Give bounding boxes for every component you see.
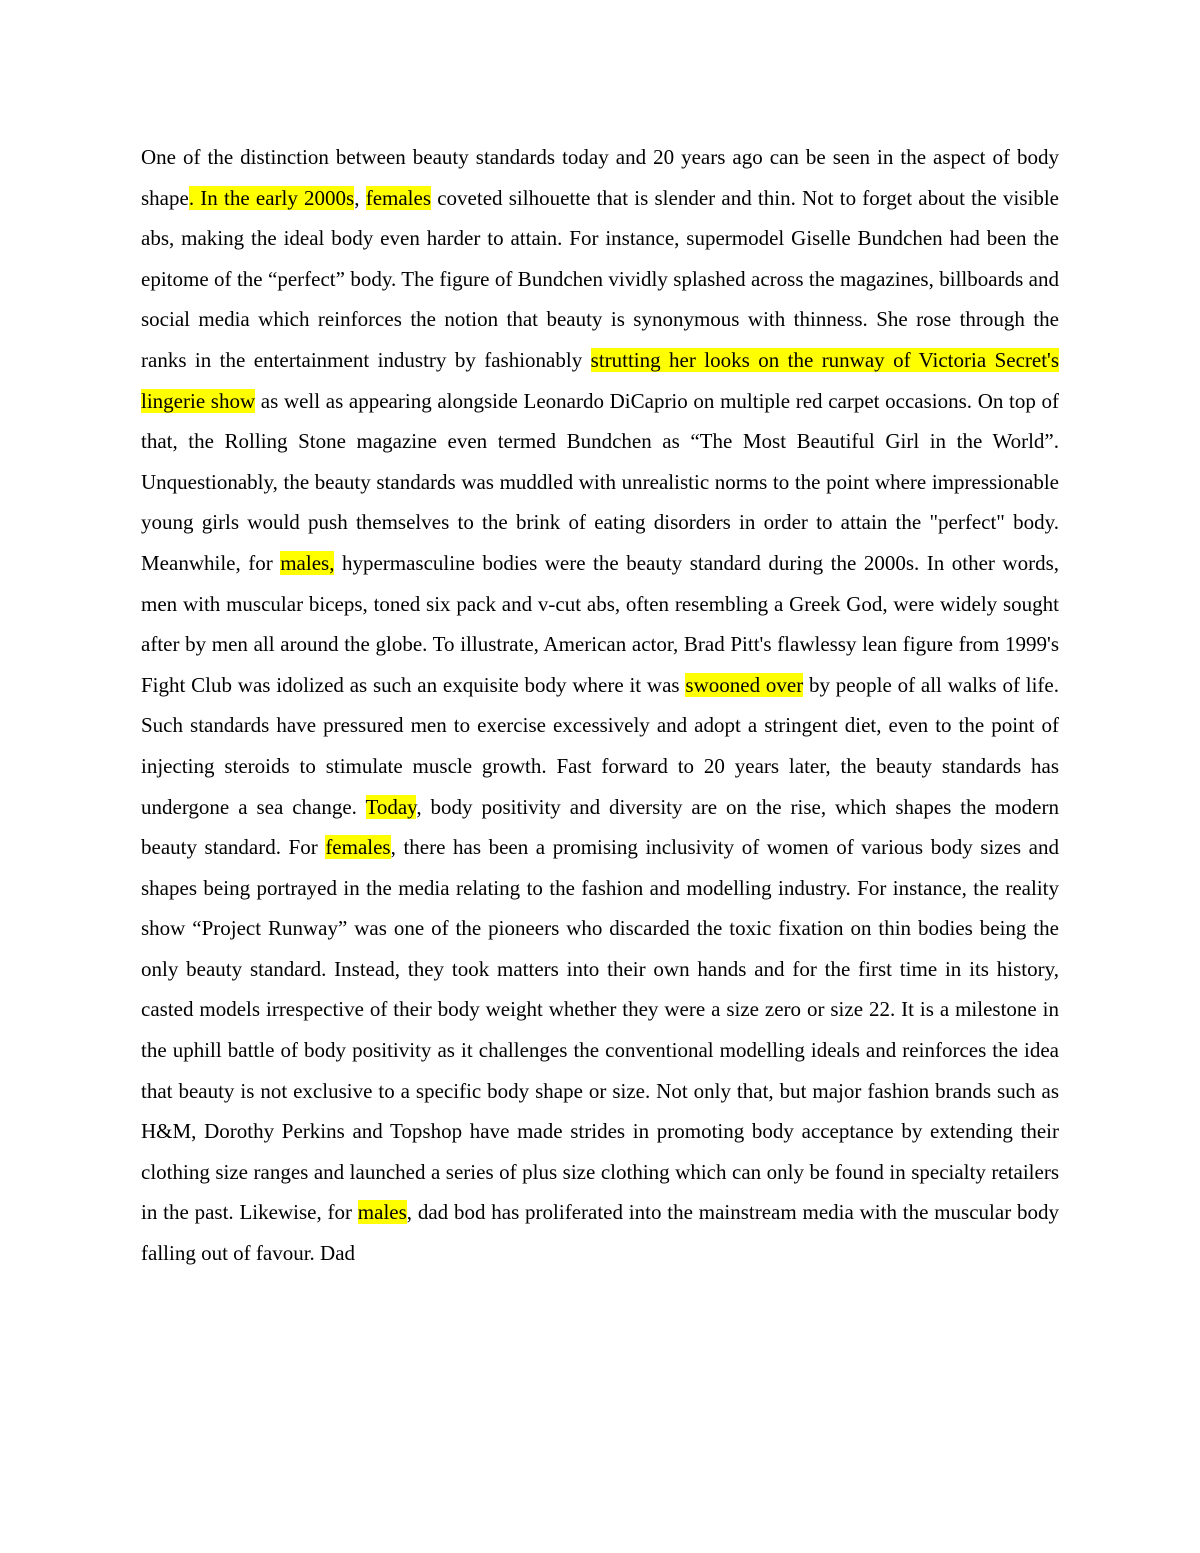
paragraph-text: , there has been a promising inclusivity of women of various body sizes and shapes being portrayed in the media relating to the fashion and modelling industry. For instance, the reality show “Project Runway” was one of the pioneers who discarded the toxic fixation on thin bodies being the only beauty standard. Instead, they took matters into their own hands and for the first time in its history, casted models irrespective of their body weight whether they were a size zero or size 22. It is a milestone in the uphill battle of body positivity as it challenges the conventional modelling ideals and reinforces the idea that beauty is not exclusive to a specific body shape or size. Not only that, but major fashion brands such as H&M, Dorothy Perkins and Topshop have made strides in promoting body acceptance by extending their clothing size ranges and launched a series of plus size clothing which can only be found in specialty retailers in the past. Likewise, for	[141, 835, 1060, 1225]
highlighted-text: females	[325, 835, 391, 860]
highlighted-text: females	[365, 185, 431, 210]
paragraph-text: One of the distinction between beauty standards today and 20 years ago can be seen in the aspect of body shape	[141, 145, 1059, 210]
paragraph-text: ,	[354, 185, 366, 210]
highlighted-text: males,	[280, 550, 335, 575]
highlighted-text: . In the early 2000s	[188, 185, 355, 210]
highlighted-text: strutting her looks on the runway of Victoria Secret's lingerie show	[141, 347, 1059, 413]
paragraph-text: as well as appearing alongside Leonardo DiCaprio on multiple red carpet occasions. On top of that, the Rolling Stone magazine even termed Bundchen as “The Most Beautiful Girl in the World”. Unquestionably, the beauty standards was muddled with unrealistic norms to the point where impressionable young girls would push themselves to the brink of eating disorders in order to attain the "perfect" body. Meanwhile, for	[141, 388, 1059, 575]
paragraph-text: coveted silhouette that is slender and thin. Not to forget about the visible abs, making the ideal body even harder to attain. For instance, supermodel Giselle Bundchen had been the epitome of the “perfect” body. The figure of Bundchen vividly splashed across the magazines, billboards and social media which reinforces the notion that beauty is synonymous with thinness. She rose through the ranks in the entertainment industry by fashionably	[141, 185, 1060, 372]
paragraph-text: by people of all walks of life. Such standards have pressured men to exercise excessively and adopt a stringent diet, even to the point of injecting steroids to stimulate muscle growth. Fast forward to 20 years later, the beauty standards has undergone a sea change.	[141, 672, 1059, 819]
paragraph-text: , dad bod has proliferated into the mainstream media with the muscular body falling out of favour. Dad	[141, 1200, 1059, 1266]
body-paragraph	[141, 137, 1059, 1274]
paragraph-text: hypermasculine bodies were the beauty standard during the 2000s. In other words, men with muscular biceps, toned six pack and v-cut abs, often resembling a Greek God, were widely sought after by men all around the globe. To illustrate, American actor, Brad Pitt's flawlessy lean figure from 1999's Fight Club was idolized as such an exquisite body where it was	[141, 550, 1059, 697]
highlighted-text: swooned over	[685, 672, 804, 697]
highlighted-text: males	[357, 1200, 407, 1225]
paragraph-text: , body positivity and diversity are on the rise, which shapes the modern beauty standard. For	[141, 794, 1059, 860]
highlighted-text: Today	[365, 794, 417, 819]
